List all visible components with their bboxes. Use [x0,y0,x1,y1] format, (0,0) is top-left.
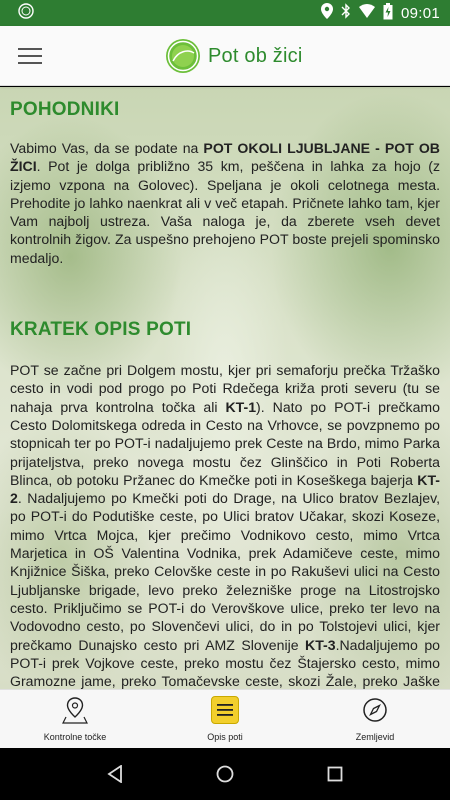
wifi-icon [359,4,375,22]
text-run: . Pot je dolga približno 35 km, peščena in lahka za hojo (z izjemo vzpona na Golovec). Speljana je okoli celotnega mesta. Prehodite jo lahko naenkrat ali v več etapah. Pričnete lahko tam, kjer Vam najbolj ustreza. Vaša naloga je, da zberete vseh devet kontrolnih žigov. Za uspešno prehojeno POT boste prejeli spominsko medaljo. [10,158,440,266]
app-bar [0,26,450,86]
app-logo [164,35,302,77]
text-run: .Nadaljujemo po POT-i prek Vojkove ceste, preko mostu čez Štajersko cesto, mimo Gramozne jame, preko Tomačevske ceste, skozi Žale, preko Jaške [10,636,440,689]
section-heading-pohodniki: POHODNIKI [10,99,120,120]
nav-item-zemljevid[interactable] [300,690,450,748]
back-icon[interactable] [100,759,130,789]
nav-label-zemljevid: Zemljevid [355,732,395,742]
nav-item-kontrolne-tocke[interactable] [0,690,150,748]
map-pin-icon [61,696,89,724]
bold-text: POT OKOLI LJUBLJANE - POT OB ŽICI [10,140,440,175]
text-run: Vabimo Vas, da se podate na [10,140,204,156]
list-icon [211,696,239,724]
nav-item-opis-poti[interactable] [150,690,300,748]
location-icon [321,3,333,23]
nav-label-kontrolne-tocke: Kontrolne točke [43,732,107,742]
compass-icon [361,696,389,724]
app-notification-icon [18,3,34,24]
bluetooth-icon [341,3,351,23]
app-title: Pot ob žici [208,44,303,67]
content-scroll-area[interactable] [0,87,450,689]
status-time: 09:01 [400,4,440,22]
section-heading-kratek-opis-poti: KRATEK OPIS POTI [10,319,192,341]
text-run: ). Nato po POT-i prečkamo Cesto Dolomitskega odreda in Cesto na Vrhovce, se povzpnemo po stopnicah ter po POT-i nadaljujemo prek Ceste na Brdo, mimo Parka prijateljstva, preko novega mostu čez Glinščico in Poti Roberta Blinca, ob potoku Pržanec do Kmečke poti in Koseškega bajerja [10,398,440,488]
status-bar [0,0,450,26]
hamburger-menu-icon[interactable] [18,45,42,67]
system-navigation-bar [0,748,450,800]
paragraph-pohodniki [10,139,440,267]
bold-text: KT-2 [10,471,440,507]
bold-text: KT-3 [305,636,336,653]
bottom-navigation [0,689,450,748]
text-run: . Nadaljujemo po Kmečki poti do Drage, na Ulico bratov Bezlajev, po POT-i do Podutiške ceste, po Ulici bratov Učakar, skozi Koseze, mimo Vrtca Mojca, kjer prečimo Vodnikovo cesto, mimo Vrtca Marjetica in OŠ Valentina Vodnika, prek Adamičeve ceste, mimo Knjižnice Šiška, preko Celovške ceste in po Rakuševi ulici na Cesto Ljubljanske brigade, levo preko železniške proge na Litostrojsko cesto. Priključimo se POT-i do Verovškove ulice, preko ter levo na Vodovodno cesto, po Slovenčevi ulici, do in po Tolstojevi ulici, kjer prečkamo Dunajsko cesto pri AMZ Slovenije [10,490,440,653]
nav-label-opis-poti: Opis poti [207,732,243,742]
text-run: POT se začne pri Dolgem mostu, kjer pri semaforju prečka Tržaško cesto in vodi pod progo po Poti Rdečega križa proti severu (tu se nahaja prva kontrolna točka ali [10,362,440,415]
paragraph-kratek-opis-poti [10,361,440,689]
bold-text: KT-1 [225,398,257,415]
home-icon[interactable] [210,759,240,789]
logo-circle-icon [164,37,202,75]
battery-icon [383,3,393,24]
recents-icon[interactable] [320,759,350,789]
